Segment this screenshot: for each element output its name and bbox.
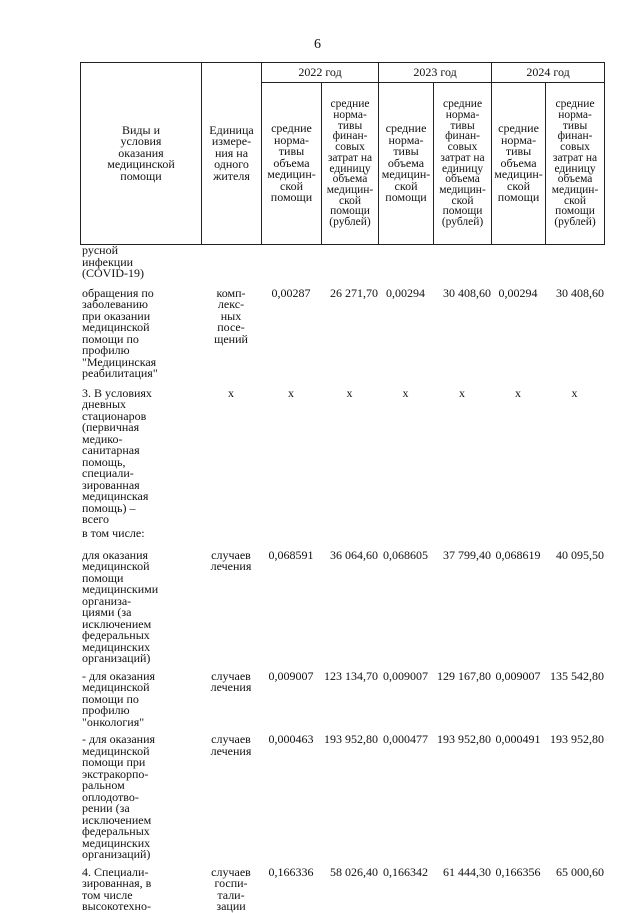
cell: 0,068605 (383, 547, 428, 562)
cell: х (571, 385, 578, 400)
cell: 0,166336 (268, 864, 314, 879)
row-unit (201, 526, 261, 544)
row-name: 4. Специали- зированная, в том числе высокотехно- (82, 864, 152, 913)
cell: 40 095,50 (556, 547, 604, 562)
cell (378, 245, 433, 280)
cell: 0,000477 (383, 732, 428, 746)
table-header (80, 62, 605, 245)
cell (545, 245, 604, 280)
row-name: обращения по заболеванию при оказании медицинской помощи по профилю "Медицинская реабилитация" (82, 285, 158, 380)
cell (545, 526, 604, 544)
row-unit: случаев лечения (210, 547, 252, 573)
row-unit: случаев госпи- тали- зации (211, 864, 251, 913)
cell (378, 526, 433, 544)
cell: 193 952,80 (550, 732, 604, 746)
header-cost-2023: средние норма- тивы финан- совых затрат на единицу объема медицин- ской помощи (рублей) (434, 83, 492, 245)
cell (433, 526, 491, 544)
cell (261, 245, 321, 280)
table-row (80, 382, 604, 526)
row-name: - для оказания медицинской помощи по профилю "онкология" (82, 668, 156, 729)
header-year-2022: 2022 год (262, 63, 379, 83)
row-name: 3. В условиях дневных стационаров (первичная медико- санитарная помощь, специали- зированная медицинская помощь) – всего (82, 385, 152, 526)
header-unit: Единица измере- ния на одного жителя (202, 63, 262, 245)
cell: х (459, 385, 465, 400)
table-row (80, 280, 604, 382)
cell: 0,00294 (386, 285, 425, 300)
row-name: в том числе: (82, 525, 145, 540)
table-row (80, 665, 604, 729)
cell (261, 526, 321, 544)
cell: х (346, 385, 353, 400)
cell: 30 408,60 (556, 285, 604, 300)
row-unit: случаев лечения (210, 732, 252, 758)
cell: 0,166342 (383, 864, 428, 879)
table-body (80, 245, 604, 913)
row-unit: случаев лечения (210, 668, 252, 694)
header-volume-2023: средние норма- тивы объема медицин- ской помощи (379, 83, 434, 245)
row-name: русной инфекции (COVID-19) (82, 243, 144, 280)
cell: 0,166356 (495, 864, 541, 879)
cell: 30 408,60 (443, 285, 491, 300)
cell (433, 245, 491, 280)
cell: 129 167,80 (437, 668, 491, 683)
table-row (80, 245, 604, 280)
table-row (80, 526, 604, 544)
table-row (80, 728, 604, 861)
cell: 0,009007 (383, 668, 428, 683)
cell: 26 271,70 (330, 285, 378, 300)
cell (491, 526, 545, 544)
cell: 135 542,80 (550, 668, 604, 683)
cell: 0,009007 (495, 668, 541, 683)
cell: 123 134,70 (324, 668, 378, 683)
cell: 0,068591 (268, 547, 314, 562)
cell: 36 064,60 (330, 547, 378, 562)
header-year-2023: 2023 год (379, 63, 492, 83)
cell: 0,00287 (271, 285, 311, 300)
row-name: для оказания медицинской помощи медицинскими организа- циями (за исключением федеральных медицинских организаций) (82, 547, 159, 665)
cell (321, 526, 378, 544)
cell: 193 952,80 (324, 732, 378, 746)
cell: 193 952,80 (437, 732, 491, 746)
row-name: - для оказания медицинской помощи при экстракорпо- ральном оплодотво- рении (за исключением федеральных медицинских организаций) (82, 732, 156, 861)
header-cost-2022: средние норма- тивы финан- совых затрат на единицу объема медицин- ской помощи (рублей) (322, 83, 379, 245)
cell (321, 245, 378, 280)
header-kind: Виды и условия оказания медицинской помощи (81, 63, 202, 245)
cell: 0,009007 (268, 668, 314, 683)
cell: 0,068619 (495, 547, 541, 562)
cell: 58 026,40 (330, 864, 378, 879)
header-cost-2024: средние норма- тивы финан- совых затрат на единицу объема медицин- ской помощи (рублей) (546, 83, 605, 245)
table-row (80, 544, 604, 665)
cell: х (288, 385, 294, 400)
cell: 65 000,60 (556, 864, 604, 879)
row-unit: комп- лекс- ных посе- щений (214, 285, 248, 346)
cell: 0,000491 (495, 732, 541, 746)
cell: 37 799,40 (443, 547, 491, 562)
cell: х (515, 385, 521, 400)
header-year-2024: 2024 год (492, 63, 605, 83)
header-volume-2022: средние норма- тивы объема медицин- ской помощи (262, 83, 322, 245)
cell (491, 245, 545, 280)
row-unit (201, 245, 261, 280)
cell: 0,000463 (268, 732, 314, 746)
header-volume-2024: средние норма- тивы объема медицин- ской помощи (492, 83, 546, 245)
cell: 61 444,30 (443, 864, 491, 879)
page-number: 6 (314, 37, 321, 52)
row-unit: х (228, 385, 234, 400)
cell: х (402, 385, 409, 400)
cell: 0,00294 (498, 285, 538, 300)
